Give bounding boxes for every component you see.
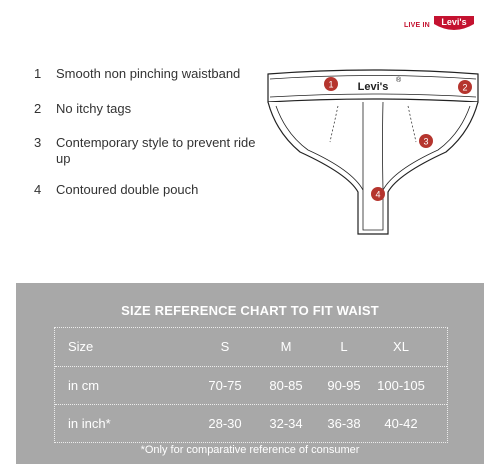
brand-header xyxy=(404,14,475,36)
marker-2 xyxy=(458,80,472,94)
header-cell: XL xyxy=(393,339,409,354)
feature-text: Contoured double pouch xyxy=(56,182,199,197)
levis-logo-text: Levi's xyxy=(441,17,467,27)
levis-logo-icon xyxy=(433,14,475,36)
feature-text: No itchy tags xyxy=(56,101,132,116)
feature-number: 3 xyxy=(34,135,42,150)
feature-text: Smooth non pinching waistband xyxy=(56,66,241,81)
table-cell: in cm xyxy=(68,378,100,393)
waistband-logo: Levi's xyxy=(357,81,389,93)
table-cell: 100-105 xyxy=(377,378,425,393)
marker-4 xyxy=(371,187,385,201)
brand-tagline: LIVE IN xyxy=(404,21,430,29)
table-cell: 32-34 xyxy=(269,416,303,431)
size-chart-panel xyxy=(16,283,484,464)
svg-text:4: 4 xyxy=(375,189,381,200)
table-cell: 70-75 xyxy=(208,378,242,393)
header-cell: S xyxy=(220,339,230,354)
brief-illustration xyxy=(258,62,488,252)
header-cell: M xyxy=(280,339,292,354)
table-row xyxy=(55,366,447,405)
svg-text:2: 2 xyxy=(462,82,468,93)
table-cell: 80-85 xyxy=(269,378,303,393)
svg-text:3: 3 xyxy=(423,136,429,147)
feature-number: 2 xyxy=(34,101,42,116)
header-cell: Size xyxy=(68,339,94,354)
feature-number: 1 xyxy=(34,66,42,81)
header-cell: L xyxy=(340,339,348,354)
marker-3 xyxy=(419,134,433,148)
registered-mark: ® xyxy=(396,77,402,84)
table-cell: 90-95 xyxy=(327,378,361,393)
table-cell: 28-30 xyxy=(208,416,242,431)
table-cell: in inch* xyxy=(68,416,111,431)
size-chart-title: SIZE REFERENCE CHART TO FIT WAIST xyxy=(121,303,379,318)
size-table xyxy=(54,327,448,443)
table-header-row xyxy=(55,328,447,366)
marker-1 xyxy=(324,77,338,91)
table-cell: 36-38 xyxy=(327,416,361,431)
feature-number: 4 xyxy=(34,182,42,197)
table-row xyxy=(55,404,447,443)
size-chart-footnote: *Only for comparative reference of consumer xyxy=(140,444,360,456)
svg-text:1: 1 xyxy=(328,79,334,90)
table-cell: 40-42 xyxy=(384,416,418,431)
feature-text: Contemporary style to prevent ride up xyxy=(56,135,256,166)
